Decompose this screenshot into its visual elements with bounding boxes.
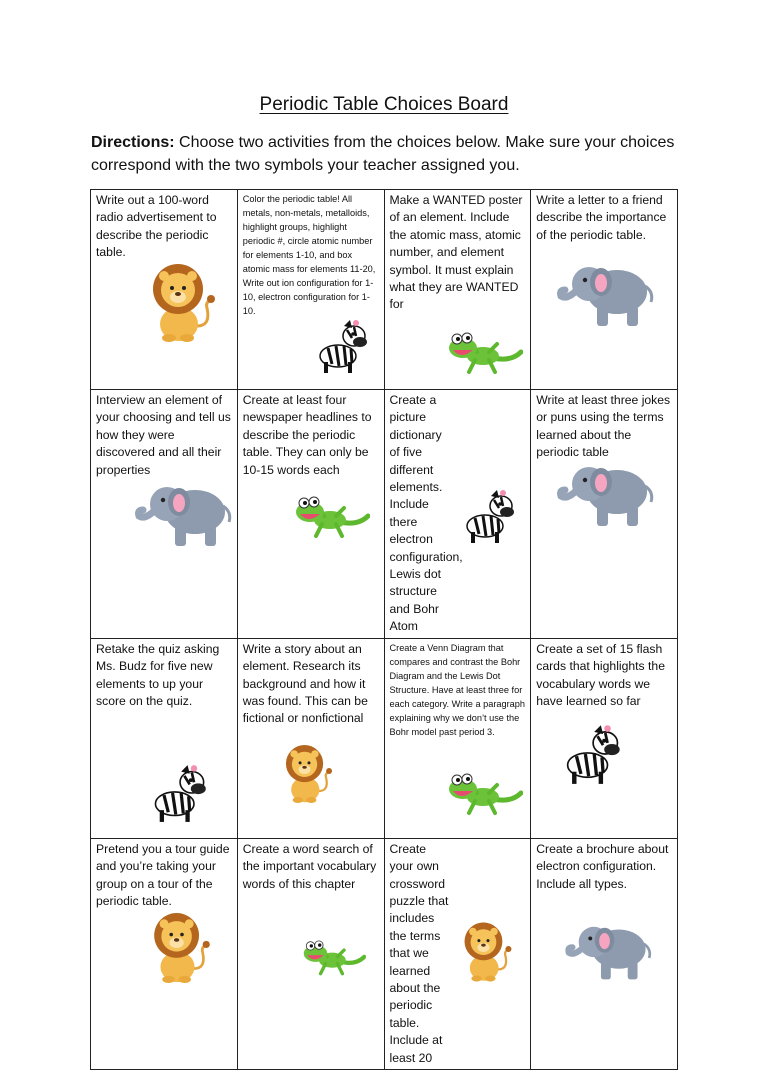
choice-text: Write out a 100-word radio advertisement to describe the periodic table.	[96, 193, 217, 260]
zebra-icon	[461, 488, 517, 544]
choice-text: Interview an element of your choosing and tell us how they were discovered and all their properties	[96, 393, 231, 477]
gecko-icon	[294, 490, 370, 540]
choice-text: Create a word search of the important vocabulary words of this chapter	[242, 841, 377, 891]
elephant-icon	[557, 456, 655, 530]
choice-text: Create a Venn Diagram that compares and contrast the Bohr Diagram and the Lewis Dot Structure. Have at least three for each category. Write a paragraph explaining why we don’t use the Bohr model past period 3.	[389, 642, 526, 737]
gecko-icon	[447, 326, 523, 376]
choice-text: Create at least four newspaper headlines to describe the periodic table. They can only be 10-15 words each	[242, 393, 372, 477]
lion-icon	[151, 264, 217, 342]
choice-cell	[531, 638, 678, 838]
board-row	[91, 638, 678, 838]
choice-text: Create a brochure about electron configuration. Include all types.	[536, 841, 669, 891]
choice-text: Create your own crossword puzzle that includes the terms that we learned about the periodic table. Include at least 20	[389, 841, 449, 1065]
choice-cell	[237, 190, 384, 390]
directions-label: Directions:	[91, 134, 175, 151]
board-row	[91, 838, 678, 1069]
choice-cell	[531, 390, 678, 639]
choice-text: Color the periodic table! All metals, non-metals, metalloids, highlight groups, highlight periodic #, circle atomic number for elements 1-10, and box atomic mass for elements 11-20, Write out ion configuration for 1-10, electron configuration for 1-10.	[242, 194, 376, 316]
board-row	[91, 390, 678, 639]
choice-cell	[384, 638, 531, 838]
directions	[91, 131, 691, 177]
choice-cell	[91, 390, 238, 639]
gecko-icon	[447, 767, 523, 817]
zebra-icon	[561, 723, 623, 785]
gecko-icon	[302, 935, 366, 977]
choice-cell	[531, 190, 678, 390]
choice-cell	[384, 190, 531, 390]
zebra-icon	[149, 763, 209, 823]
choice-cell	[237, 390, 384, 639]
choice-cell	[91, 190, 238, 390]
choice-cell	[531, 838, 678, 1069]
choice-text: Create a picture dictionary of five different elements. Include there electron configuration, Lewis dot structure and Bohr Atom	[389, 393, 463, 634]
board-row	[91, 190, 678, 390]
choice-cell	[91, 838, 238, 1069]
choice-text: Pretend you a tour guide and you’re taking your group on a tour of the periodic table.	[96, 841, 230, 908]
lion-icon	[284, 745, 334, 803]
choice-text: Make a WANTED poster of an element. Include the atomic mass, atomic number, and element symbol. It must explain what they are WANTED for	[389, 193, 523, 312]
zebra-icon	[314, 318, 370, 374]
elephant-icon	[557, 256, 655, 330]
choice-cell	[384, 390, 531, 639]
choice-text: Write a story about an element. Research its background and how it was found. This can be fictional or nonfictional	[242, 641, 368, 726]
choice-cell	[237, 838, 384, 1069]
choice-cell	[237, 638, 384, 838]
directions-text: Choose two activities from the choices below. Make sure your choices correspond with the two symbols your teacher assigned you.	[91, 134, 675, 174]
elephant-icon	[135, 476, 233, 550]
lion-icon	[151, 913, 213, 983]
page-title: Periodic Table Choices Board	[259, 94, 509, 115]
choices-board	[90, 189, 678, 1070]
choice-text: Write a letter to a friend describe the importance of the periodic table.	[536, 193, 667, 242]
choice-text: Write at least three jokes or puns using the terms learned about the periodic table	[536, 393, 671, 460]
lion-icon	[463, 919, 513, 985]
choice-text: Retake the quiz asking Ms. Budz for five new elements to up your score on the quiz.	[96, 641, 220, 708]
elephant-icon	[561, 917, 657, 983]
choice-cell	[384, 838, 531, 1069]
choice-cell	[91, 638, 238, 838]
choice-text: Create a set of 15 flash cards that highlights the vocabulary words we have learned so far	[536, 641, 665, 708]
